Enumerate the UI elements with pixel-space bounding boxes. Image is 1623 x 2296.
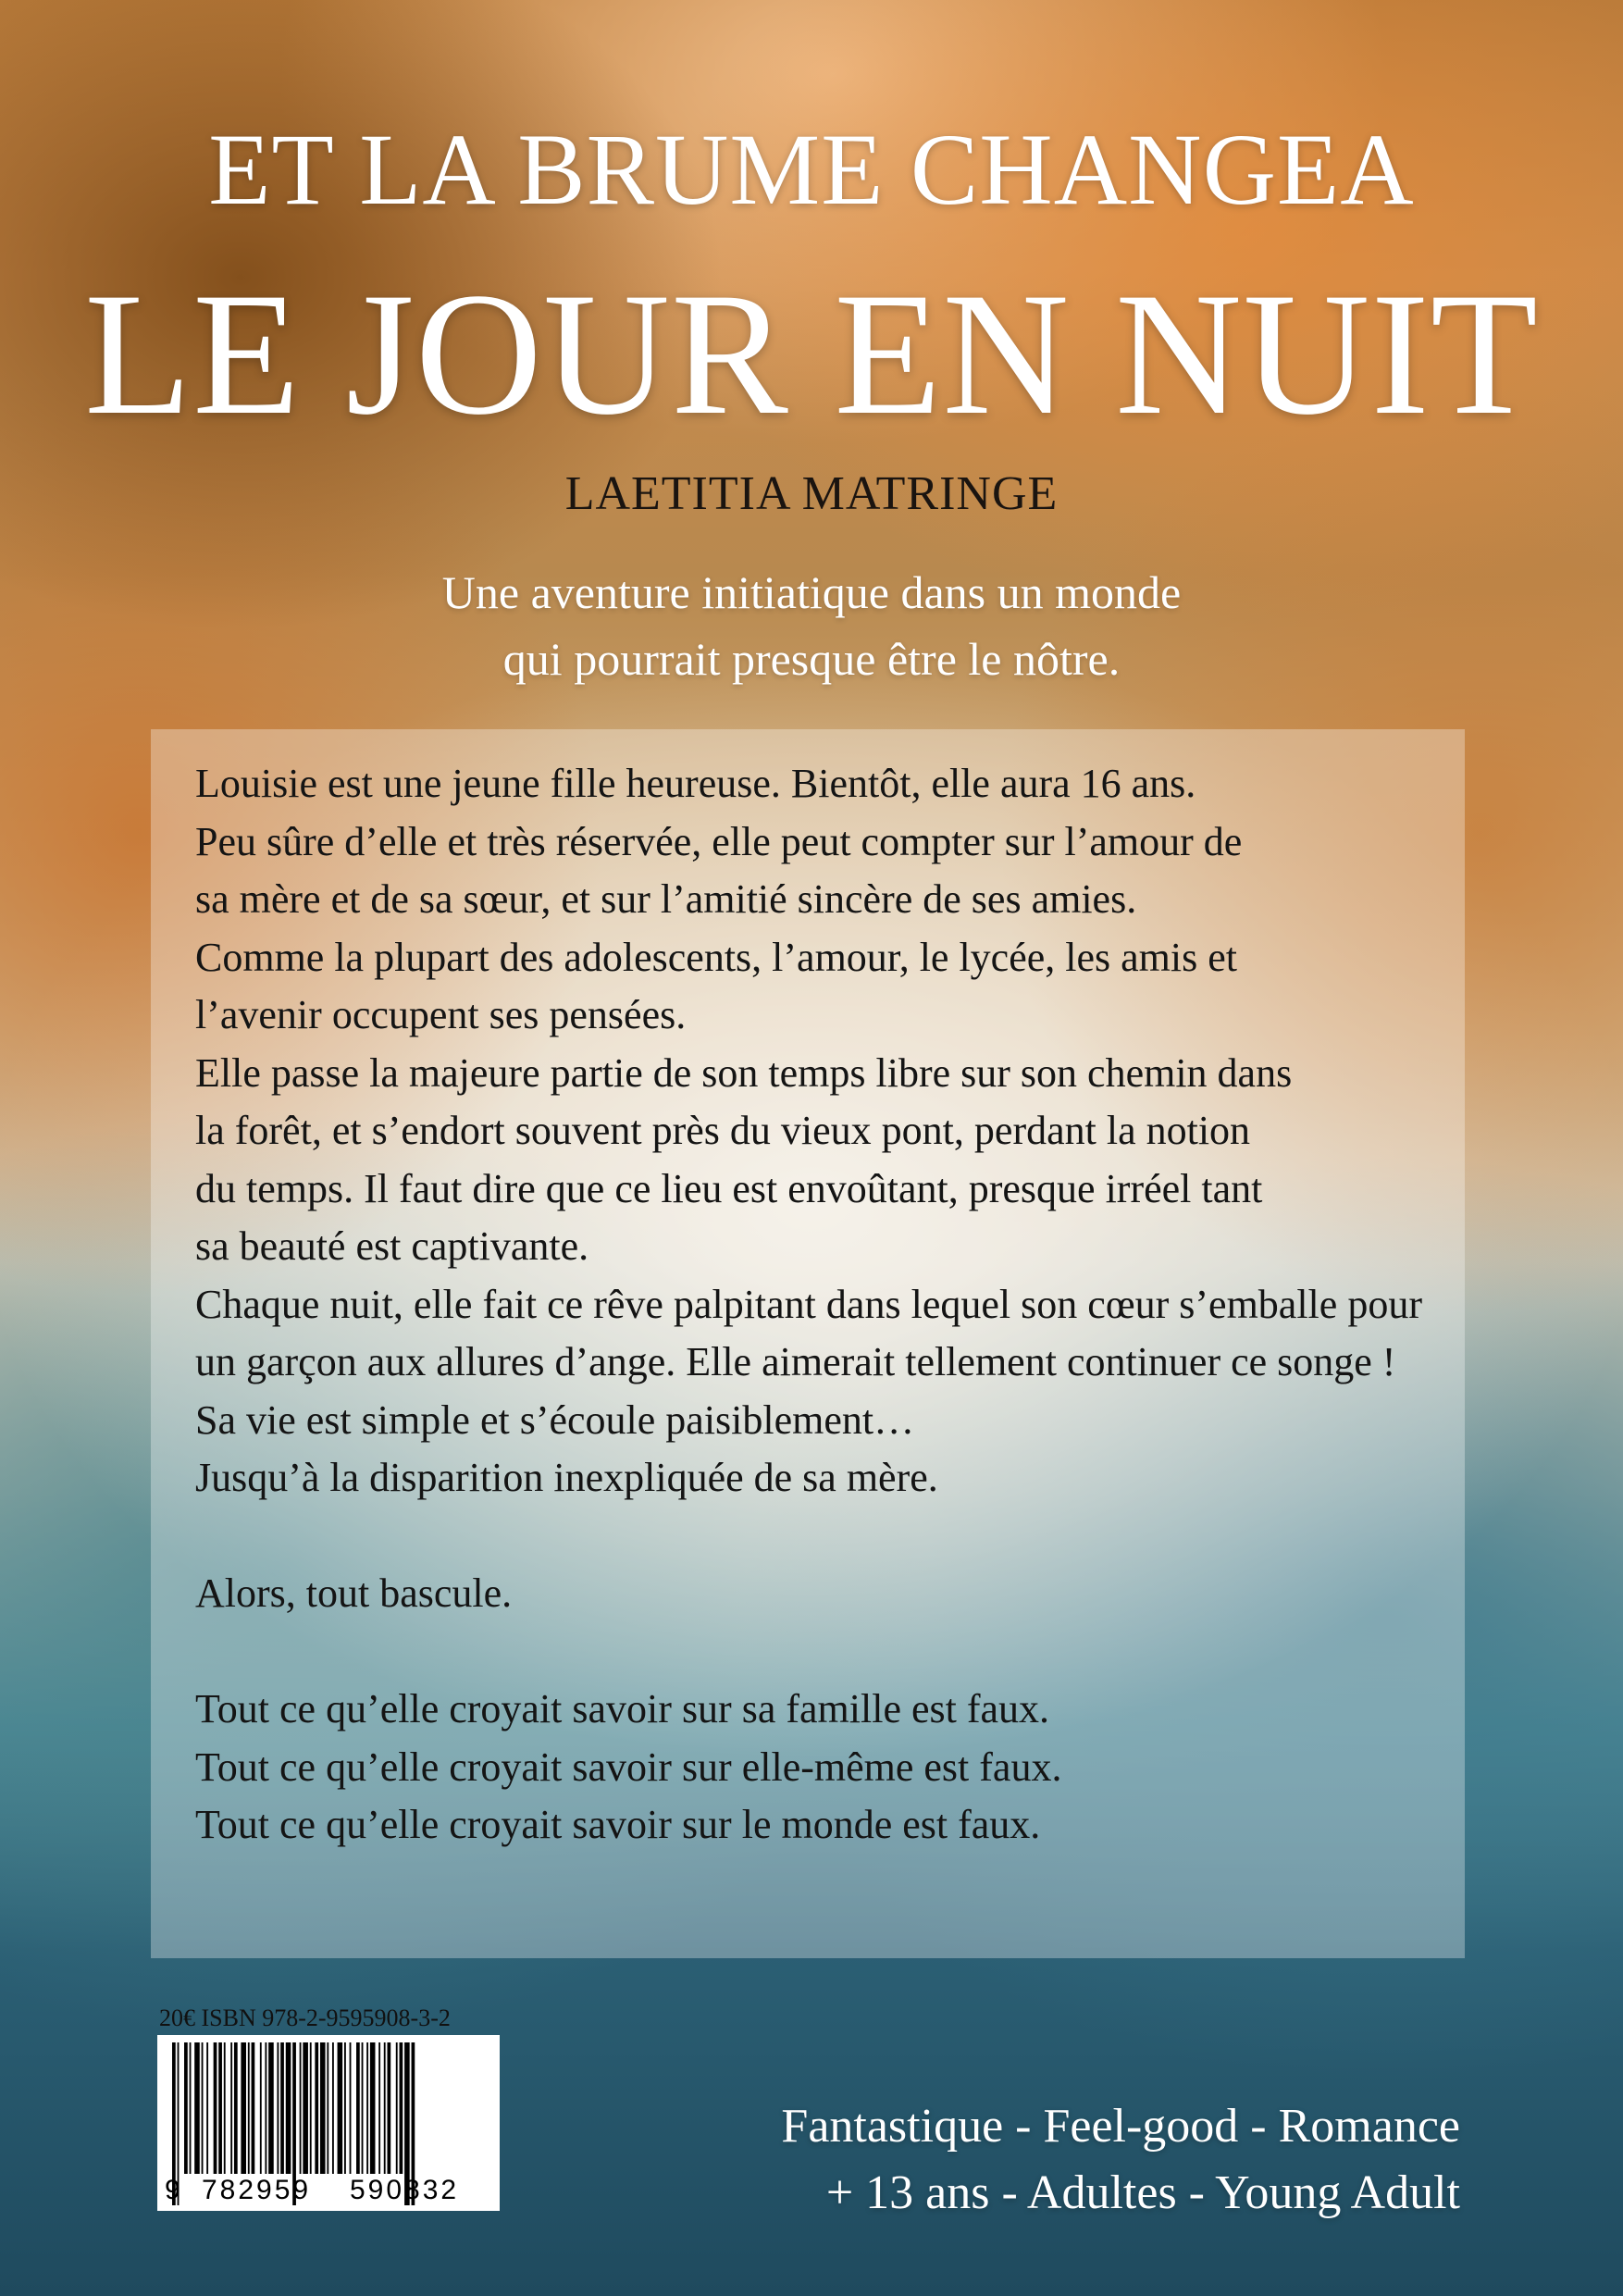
synopsis-line: du temps. Il faut dire que ce lieu est envoûtant, presque irréel tant	[195, 1165, 1263, 1211]
synopsis-line: la forêt, et s’endort souvent près du vieux pont, perdant la notion	[195, 1108, 1251, 1153]
synopsis-paragraph: Chaque nuit, elle fait ce rêve palpitant dans lequel son cœur s’emballe pour un garçon aux allures d’ange. Elle aimerait tellement continuer ce songe !	[195, 1281, 1422, 1384]
tagline-line: Une aventure initiatique dans un monde	[441, 566, 1182, 618]
barcode-bar	[362, 2042, 364, 2174]
barcode-digits-left: 782959	[202, 2175, 312, 2205]
barcode-bar	[315, 2042, 318, 2174]
barcode-bar	[202, 2042, 204, 2174]
barcode-bar	[286, 2042, 291, 2174]
genres-line: Fantastique - Feel-good - Romance	[781, 2100, 1460, 2153]
barcode-bar	[248, 2042, 250, 2174]
barcode-bar	[190, 2042, 192, 2174]
barcode-digit-first: 9	[165, 2175, 180, 2205]
barcode-bar	[260, 2042, 262, 2174]
barcode-bar	[370, 2042, 376, 2174]
genres-block	[781, 2093, 1460, 2227]
barcode-bar	[194, 2042, 200, 2174]
barcode-bar	[268, 2042, 274, 2174]
barcode-bar	[350, 2042, 352, 2174]
synopsis-paragraph: Louisie est une jeune fille heureuse. Bientôt, elle aura 16 ans.	[195, 761, 1196, 806]
title-line-2: LE JOUR EN NUIT	[84, 257, 1539, 452]
synopsis-line: Peu sûre d’elle et très réservée, elle peut compter sur l’amour de	[195, 818, 1243, 864]
synopsis-paragraph: Tout ce qu’elle croyait savoir sur le monde est faux.	[195, 1802, 1041, 1847]
barcode-bar	[388, 2042, 391, 2174]
barcode-bar	[356, 2042, 360, 2174]
barcode-digits	[157, 2172, 500, 2209]
synopsis-paragraph: Alors, tout bascule.	[195, 1570, 513, 1616]
barcode-bar	[252, 2042, 255, 2174]
barcode-bar	[265, 2042, 266, 2174]
barcode-digits-right: 590832	[350, 2175, 460, 2205]
barcode-bar	[344, 2042, 346, 2174]
synopsis-paragraph: Sa vie est simple et s’écoule paisiblement…	[195, 1396, 915, 1443]
barcode-bar	[214, 2042, 217, 2174]
barcode-bar	[218, 2042, 222, 2174]
synopsis-paragraph: Tout ce qu’elle croyait savoir sur sa famille est faux.	[195, 1686, 1050, 1731]
barcode-bar	[400, 2042, 403, 2174]
synopsis-panel	[151, 729, 1465, 1958]
synopsis-line: Elle passe la majeure partie de son temps libre sur son chemin dans	[195, 1049, 1293, 1096]
barcode-bar	[184, 2042, 188, 2174]
barcode-bar	[234, 2042, 238, 2174]
barcode-bar	[300, 2042, 302, 2174]
synopsis-line: sa beauté est captivante.	[195, 1223, 589, 1269]
barcode-bar	[241, 2042, 246, 2174]
tagline-line: qui pourrait presque être le nôtre.	[502, 633, 1121, 685]
isbn-barcode	[157, 2035, 500, 2211]
barcode-bar	[378, 2042, 380, 2174]
synopsis-paragraph: Jusqu’à la disparition inexpliquée de sa mère.	[195, 1455, 938, 1500]
barcode-bar	[224, 2042, 226, 2174]
barcode-bar	[384, 2042, 386, 2174]
barcode-bar	[230, 2042, 232, 2174]
synopsis-line: sa mère et de sa sœur, et sur l’amitié sincère de ses amies.	[195, 876, 1137, 922]
tagline	[0, 559, 1623, 692]
synopsis-line: Comme la plupart des adolescents, l’amour, le lycée, les amis et	[195, 934, 1237, 980]
price-isbn-label: 20€ ISBN 978-2-9595908-3-2	[159, 2004, 451, 2031]
barcode-bar	[327, 2042, 328, 2174]
barcode-bar	[320, 2042, 326, 2174]
barcode-bar	[310, 2042, 312, 2174]
barcode-bar	[332, 2042, 334, 2174]
barcode-bar	[280, 2042, 284, 2174]
title-line-1: ET LA BRUME CHANGEA	[208, 113, 1415, 226]
audience-line: + 13 ans - Adultes - Young Adult	[825, 2166, 1460, 2219]
barcode-bar	[338, 2042, 343, 2174]
barcode-bar	[303, 2042, 308, 2174]
barcode-bar	[206, 2042, 208, 2174]
synopsis-line: l’avenir occupent ses pensées.	[195, 992, 687, 1037]
barcode-bar	[366, 2042, 368, 2174]
author-name: LAETITIA MATRINGE	[564, 467, 1059, 520]
synopsis-paragraph: Tout ce qu’elle croyait savoir sur elle-même est faux.	[195, 1744, 1062, 1790]
barcode-bar	[396, 2042, 398, 2174]
barcode-bar	[277, 2042, 279, 2174]
